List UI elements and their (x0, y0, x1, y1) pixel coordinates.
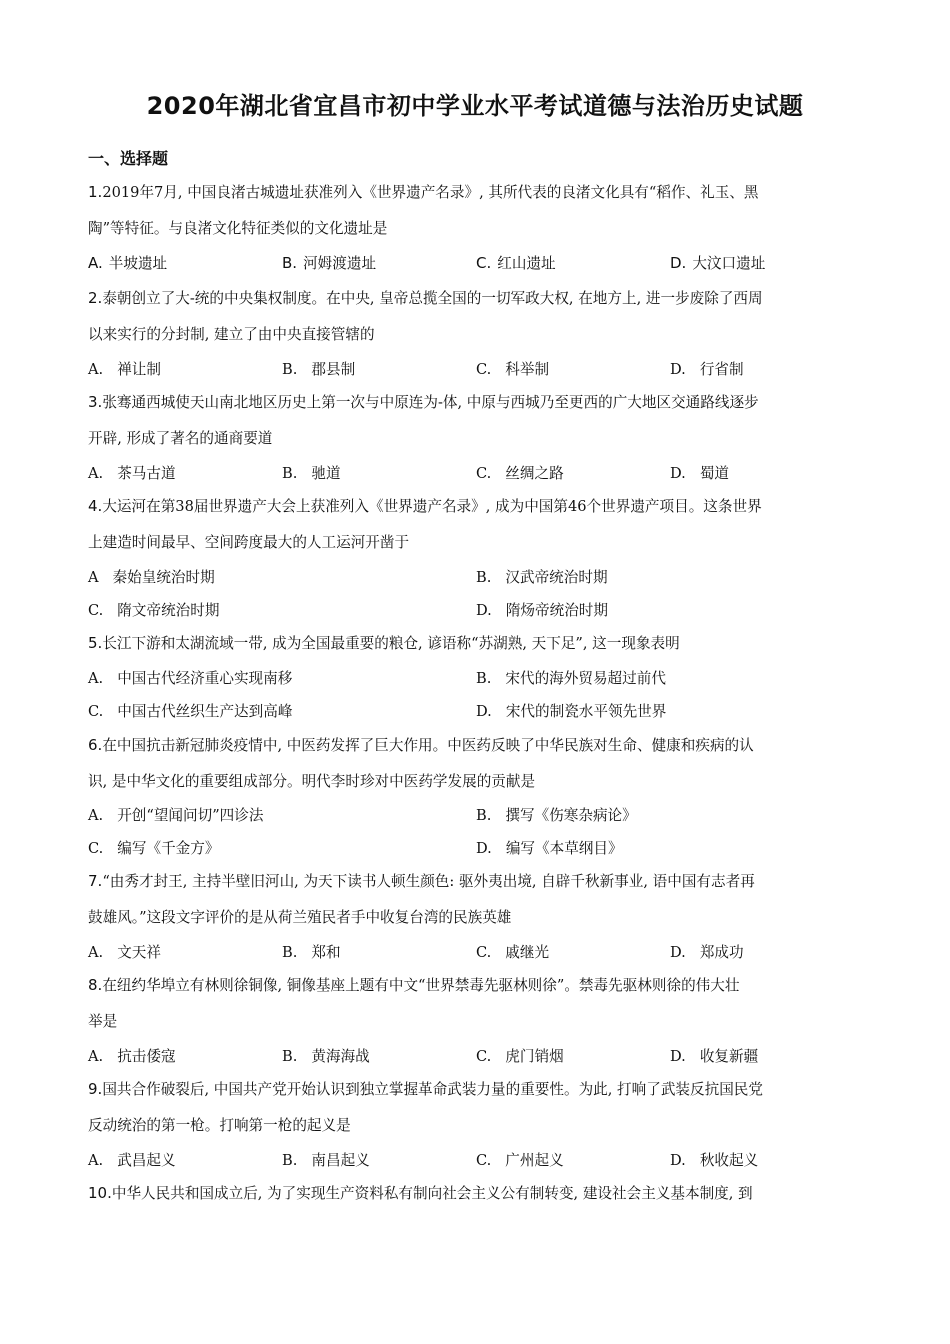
question-9-line-2: 反动统治的第一枪。打响第一枪的起义是 (88, 1117, 351, 1134)
q2-option-d: D. 行省制 (670, 361, 744, 378)
q8-option-a: A. 抗击倭寇 (88, 1048, 176, 1065)
q6-option-a: A. 开创“望闻问切”四诊法 (88, 807, 264, 824)
question-1-line-1: 1.2019年7月, 中国良渚古城遗址获准列入《世界遗产名录》, 其所代表的良渚文化具有“稻作、礼玉、黑 (88, 183, 759, 201)
question-9-line-1: 9.国共合作破裂后, 中国共产党开始认识到独立掌握革命武装力量的重要性。为此, 打响了武装反抗国民党 (88, 1080, 763, 1098)
q6-option-c: C. 编写《千金方》 (88, 840, 220, 857)
q6-option-d: D. 编写《本草纲目》 (476, 840, 623, 857)
q9-option-d: D. 秋收起义 (670, 1152, 759, 1169)
q3-option-a: A. 茶马古道 (88, 465, 176, 482)
q1-option-c: C. 红山遗址 (476, 254, 556, 272)
q2-option-c: C. 科举制 (476, 361, 550, 378)
q4-option-c: C. 隋文帝统治时期 (88, 602, 220, 619)
q4-option-a: A 秦始皇统治时期 (88, 569, 215, 586)
q7-option-a: A. 文天祥 (88, 944, 161, 961)
question-2-line-2: 以来实行的分封制, 建立了由中央直接管辖的 (88, 326, 375, 343)
question-5-line-1: 5.长江下游和太湖流域一带, 成为全国最重要的粮仓, 谚语称“苏湖熟, 天下足”, 这一现象表明 (88, 634, 680, 652)
section-heading: 一、选择题 (88, 149, 169, 168)
q2-option-a: A. 禅让制 (88, 361, 161, 378)
q9-option-c: C. 广州起义 (476, 1152, 564, 1169)
question-10-line-1: 10.中华人民共和国成立后, 为了实现生产资料私有制向社会主义公有制转变, 建设社会主义基本制度, 到 (88, 1184, 753, 1202)
q5-option-a: A. 中国古代经济重心实现南移 (88, 670, 293, 687)
question-3-line-1: 3.张骞通西城使天山南北地区历史上第一次与中原连为-体, 中原与西城乃至更西的广大地区交通路线逐步 (88, 393, 759, 411)
question-8-line-2: 举是 (88, 1013, 118, 1030)
q7-option-d: D. 郑成功 (670, 944, 744, 961)
q1-option-d: D. 大汶口遗址 (670, 254, 766, 272)
q8-option-d: D. 收复新疆 (670, 1048, 759, 1065)
question-8-line-1: 8.在纽约华埠立有林则徐铜像, 铜像基座上题有中文“世界禁毒先驱林则徐”。禁毒先驱林则徐的伟大壮 (88, 976, 740, 994)
q5-option-c: C. 中国古代丝织生产达到高峰 (88, 703, 293, 720)
q3-option-c: C. 丝绸之路 (476, 465, 564, 482)
question-6-line-1: 6.在中国抗击新冠肺炎疫情中, 中医药发挥了巨大作用。中医药反映了中华民族对生命、健康和疾病的认 (88, 736, 754, 754)
q8-option-c: C. 虎门销烟 (476, 1048, 564, 1065)
q4-option-b: B. 汉武帝统治时期 (476, 569, 608, 586)
q3-option-b: B. 驰道 (282, 465, 341, 482)
q4-option-d: D. 隋炀帝统治时期 (476, 602, 608, 619)
question-6-line-2: 识, 是中华文化的重要组成部分。明代李时珍对中医药学发展的贡献是 (88, 773, 536, 790)
question-4-line-2: 上建造时间最早、空间跨度最大的人工运河开凿于 (88, 534, 410, 551)
q2-option-b: B. 郡县制 (282, 361, 356, 378)
question-4-line-1: 4.大运河在第38届世界遗产大会上获准列入《世界遗产名录》, 成为中国第46个世界遗产项目。这条世界 (88, 497, 762, 515)
q1-option-a: A. 半坡遗址 (88, 254, 168, 272)
q7-option-b: B. 郑和 (282, 944, 341, 961)
q3-option-d: D. 蜀道 (670, 465, 730, 482)
q9-option-b: B. 南昌起义 (282, 1152, 370, 1169)
question-2-line-1: 2.泰朝创立了大-统的中央集权制度。在中央, 皇帝总揽全国的一切军政大权, 在地方上, 进一步废除了西周 (88, 289, 763, 307)
q6-option-b: B. 撰写《伤寒杂病论》 (476, 807, 637, 824)
question-1-line-2: 陶”等特征。与良渚文化特征类似的文化遗址是 (88, 220, 388, 237)
question-7-line-2: 鼓雄风。”这段文字评价的是从荷兰殖民者手中收复台湾的民族英雄 (88, 909, 512, 926)
q7-option-c: C. 戚继光 (476, 944, 550, 961)
question-7-line-1: 7.“由秀才封王, 主持半壁旧河山, 为天下读书人顿生颜色: 驱外夷出境, 自辟千秋新事业, 语中国有志者再 (88, 872, 755, 890)
q5-option-d: D. 宋代的制瓷水平领先世界 (476, 703, 667, 720)
q1-option-b: B. 河姆渡遗址 (282, 254, 377, 272)
page-title: 2020年湖北省宜昌市初中学业水平考试道德与法治历史试题 (146, 92, 804, 120)
q5-option-b: B. 宋代的海外贸易超过前代 (476, 670, 666, 687)
q9-option-a: A. 武昌起义 (88, 1152, 176, 1169)
q8-option-b: B. 黄海海战 (282, 1048, 370, 1065)
question-3-line-2: 开辟, 形成了著名的通商要道 (88, 430, 273, 447)
